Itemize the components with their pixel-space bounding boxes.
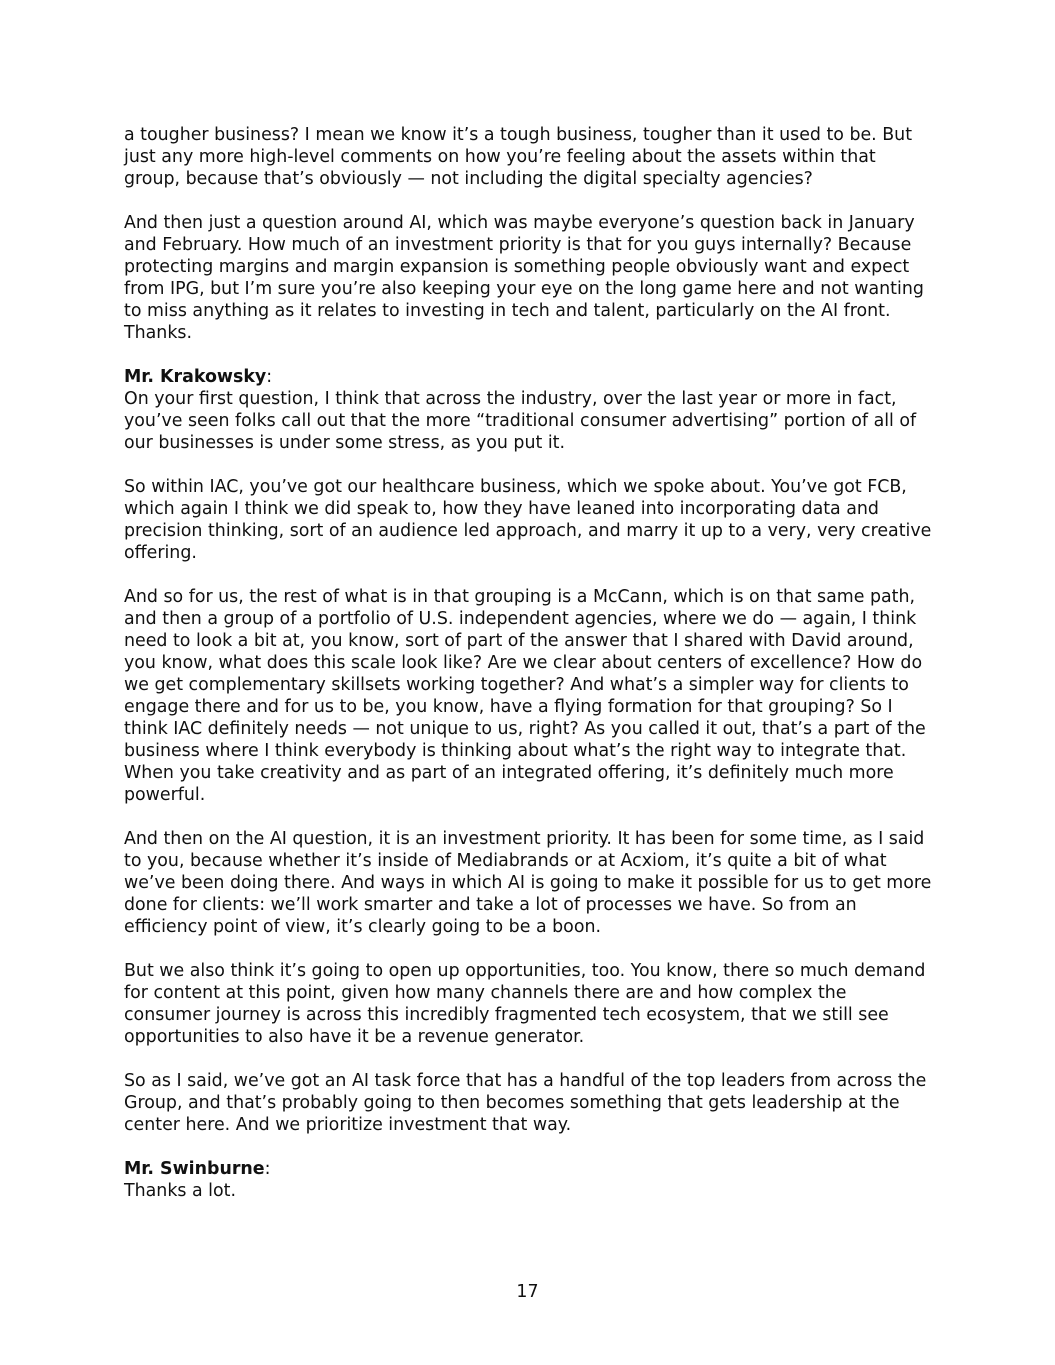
transcript-paragraph: [124, 1070, 936, 1136]
paragraph-text: But we also think it’s going to open up opportunities, too. You know, there so much demand for content at this point, given how many channels there are and how complex the consumer journey is across this incredibly fragmented tech ecosystem, that we still see opportunities to also have it be a revenue generator.: [124, 961, 926, 1047]
transcript-paragraph: [124, 586, 936, 806]
transcript-paragraph: [124, 1158, 936, 1202]
paragraph-text: So as I said, we’ve got an AI task force that has a handful of the top leaders from across the Group, and that’s probably going to then becomes something that gets leadership at the center here. And we prioritize investment that way.: [124, 1071, 927, 1135]
transcript-paragraph: [124, 366, 936, 454]
speaker-name: Mr. Swinburne: [124, 1159, 265, 1179]
transcript-paragraph: [124, 124, 936, 190]
transcript-paragraph: [124, 212, 936, 344]
paragraph-text: So within IAC, you’ve got our healthcare business, which we spoke about. You’ve got FCB, which again I think we did speak to, how they have leaned into incorporating data and precision thinking, sort of an audience led approach, and marry it up to a very, very creative offering.: [124, 477, 932, 563]
speaker-name: Mr. Krakowsky: [124, 367, 267, 387]
paragraph-text: a tougher business? I mean we know it’s a tough business, tougher than it used to be. But just any more high-level comments on how you’re feeling about the assets within that group, because that’s obviously — not including the digital specialty agencies?: [124, 125, 913, 189]
transcript-paragraph: [124, 476, 936, 564]
paragraph-text: And then on the AI question, it is an investment priority. It has been for some time, as I said to you, because whether it’s inside of Mediabrands or at Acxiom, it’s quite a bit of what we’ve been doing there. And ways in which AI is going to make it possible for us to get more done for clients: we’ll work smarter and take a lot of processes we have. So from an efficiency point of view, it’s clearly going to be a boon.: [124, 829, 932, 937]
transcript-paragraph: [124, 960, 936, 1048]
page-number: 17: [516, 1282, 539, 1302]
paragraph-text: On your first question, I think that across the industry, over the last year or more in fact, you’ve seen folks call out that the more “traditional consumer advertising” portion of all of our businesses is under some stress, as you put it.: [124, 389, 917, 453]
paragraph-text: And so for us, the rest of what is in that grouping is a McCann, which is on that same path, and then a group of a portfolio of U.S. independent agencies, where we do — again, I think need to look a bit at, you know, sort of part of the answer that I shared with David around, you know, what does this scale look like? Are we clear about centers of excellence? How do we get complementary skillsets working together? And what’s a simpler way for clients to engage there and for us to be, you know, have a flying formation for that grouping? So I think IAC definitely needs — not unique to us, right? As you called it out, that’s a part of the business where I think everybody is thinking about what’s the right way to integrate that. When you take creativity and as part of an integrated offering, it’s definitely much more powerful.: [124, 587, 926, 805]
transcript-body: [124, 124, 936, 1224]
speaker-colon: :: [266, 367, 273, 387]
paragraph-text: Thanks a lot.: [124, 1181, 236, 1201]
transcript-paragraph: [124, 828, 936, 938]
speaker-colon: :: [264, 1159, 271, 1179]
paragraph-text: And then just a question around AI, which was maybe everyone’s question back in January and February. How much of an investment priority is that for you guys internally? Because protecting margins and margin expansion is something people obviously want and expect from IPG, but I’m sure you’re also keeping your eye on the long game here and not wanting to miss anything as it relates to investing in tech and talent, particularly on the AI front. Thanks.: [124, 213, 924, 343]
